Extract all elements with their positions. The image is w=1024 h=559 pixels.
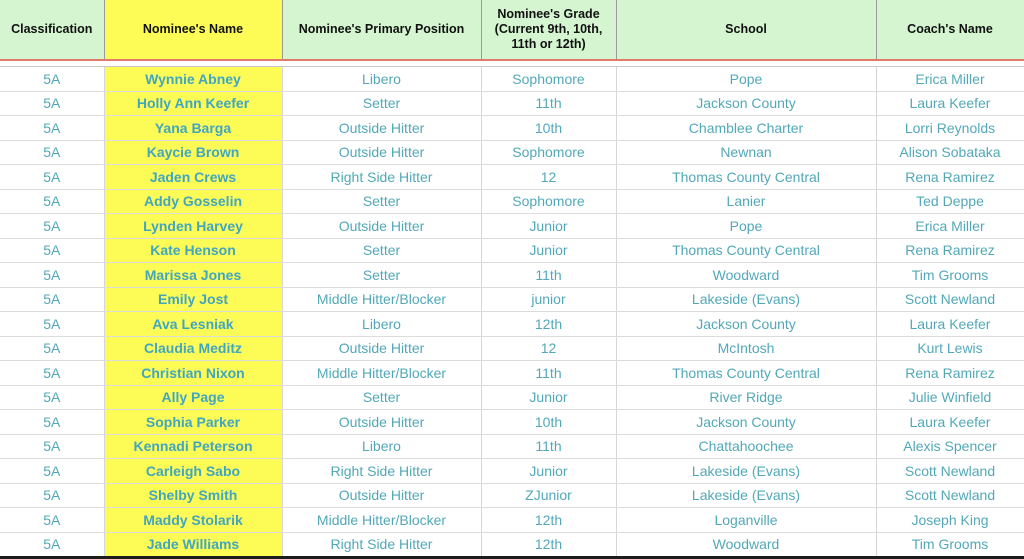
grade-cell[interactable]: Junior (481, 459, 616, 484)
coach-name-cell[interactable]: Erica Miller (876, 214, 1024, 239)
grade-cell[interactable]: 12th (481, 312, 616, 337)
classification-cell[interactable]: 5A (0, 287, 104, 312)
table-row (0, 336, 1024, 361)
table-row (0, 532, 1024, 557)
nominee-name-cell[interactable]: Addy Gosselin (104, 189, 282, 214)
coach-name-cell[interactable]: Scott Newland (876, 459, 1024, 484)
school-cell[interactable]: Jackson County (616, 91, 876, 116)
table-row (0, 459, 1024, 484)
classification-cell[interactable]: 5A (0, 410, 104, 435)
nominee-name-cell[interactable]: Emily Jost (104, 287, 282, 312)
school-cell[interactable]: Newnan (616, 140, 876, 165)
position-cell[interactable]: Libero (282, 434, 481, 459)
coach-name-cell[interactable]: Scott Newland (876, 287, 1024, 312)
header-nominee-name[interactable]: Nominee's Name (104, 0, 282, 60)
coach-name-cell[interactable]: Julie Winfield (876, 385, 1024, 410)
classification-cell[interactable]: 5A (0, 214, 104, 239)
nominee-name-cell[interactable]: Ava Lesniak (104, 312, 282, 337)
grade-cell[interactable]: 10th (481, 116, 616, 141)
grade-cell[interactable]: 11th (481, 263, 616, 288)
nominee-name-cell[interactable]: Christian Nixon (104, 361, 282, 386)
grade-cell[interactable]: ZJunior (481, 483, 616, 508)
classification-cell[interactable]: 5A (0, 140, 104, 165)
classification-cell[interactable]: 5A (0, 116, 104, 141)
grade-cell[interactable]: Sophomore (481, 67, 616, 92)
classification-cell[interactable]: 5A (0, 483, 104, 508)
position-cell[interactable]: Middle Hitter/Blocker (282, 287, 481, 312)
school-cell[interactable]: Thomas County Central (616, 165, 876, 190)
nominee-name-cell[interactable]: Sophia Parker (104, 410, 282, 435)
school-cell[interactable]: Chattahoochee (616, 434, 876, 459)
coach-name-cell[interactable]: Alison Sobataka (876, 140, 1024, 165)
nominee-name-cell[interactable]: Carleigh Sabo (104, 459, 282, 484)
header-school[interactable]: School (616, 0, 876, 60)
coach-name-cell[interactable]: Tim Grooms (876, 263, 1024, 288)
school-cell[interactable]: Lakeside (Evans) (616, 287, 876, 312)
header-row (0, 0, 1024, 60)
nominee-name-cell[interactable]: Kate Henson (104, 238, 282, 263)
school-cell[interactable]: Woodward (616, 263, 876, 288)
coach-name-cell[interactable]: Rena Ramirez (876, 165, 1024, 190)
position-cell[interactable]: Outside Hitter (282, 116, 481, 141)
position-cell[interactable]: Right Side Hitter (282, 459, 481, 484)
nominee-name-cell[interactable]: Kennadi Peterson (104, 434, 282, 459)
grade-cell[interactable]: Sophomore (481, 140, 616, 165)
coach-name-cell[interactable]: Laura Keefer (876, 410, 1024, 435)
school-cell[interactable]: Jackson County (616, 312, 876, 337)
table-row (0, 312, 1024, 337)
coach-name-cell[interactable]: Lorri Reynolds (876, 116, 1024, 141)
table-row (0, 263, 1024, 288)
classification-cell[interactable]: 5A (0, 361, 104, 386)
position-cell[interactable]: Outside Hitter (282, 214, 481, 239)
coach-name-cell[interactable]: Ted Deppe (876, 189, 1024, 214)
grade-cell[interactable]: Junior (481, 385, 616, 410)
grade-cell[interactable]: junior (481, 287, 616, 312)
table-row (0, 165, 1024, 190)
classification-cell[interactable]: 5A (0, 434, 104, 459)
classification-cell[interactable]: 5A (0, 385, 104, 410)
classification-cell[interactable]: 5A (0, 189, 104, 214)
position-cell[interactable]: Outside Hitter (282, 483, 481, 508)
school-cell[interactable]: River Ridge (616, 385, 876, 410)
coach-name-cell[interactable]: Laura Keefer (876, 91, 1024, 116)
nominee-name-cell[interactable]: Wynnie Abney (104, 67, 282, 92)
coach-name-cell[interactable]: Erica Miller (876, 67, 1024, 92)
table-body (0, 60, 1024, 557)
classification-cell[interactable]: 5A (0, 238, 104, 263)
header-classification[interactable]: Classification (0, 0, 104, 60)
classification-cell[interactable]: 5A (0, 336, 104, 361)
position-cell[interactable]: Setter (282, 238, 481, 263)
nominee-name-cell[interactable]: Ally Page (104, 385, 282, 410)
school-cell[interactable]: Lakeside (Evans) (616, 483, 876, 508)
header-grade[interactable]: Nominee's Grade (Current 9th, 10th, 11th or 12th) (481, 0, 616, 60)
grade-cell[interactable]: Junior (481, 214, 616, 239)
grade-cell[interactable]: Junior (481, 238, 616, 263)
table-row (0, 140, 1024, 165)
table-row (0, 67, 1024, 92)
grade-cell[interactable]: 12th (481, 532, 616, 557)
table-row (0, 238, 1024, 263)
position-cell[interactable]: Libero (282, 67, 481, 92)
coach-name-cell[interactable]: Tim Grooms (876, 532, 1024, 557)
table-row (0, 91, 1024, 116)
header-coach-name[interactable]: Coach's Name (876, 0, 1024, 60)
classification-cell[interactable]: 5A (0, 532, 104, 557)
table-row (0, 361, 1024, 386)
position-cell[interactable]: Libero (282, 312, 481, 337)
classification-cell[interactable]: 5A (0, 67, 104, 92)
grade-cell[interactable]: 12 (481, 165, 616, 190)
school-cell[interactable]: Pope (616, 67, 876, 92)
nominee-name-cell[interactable]: Marissa Jones (104, 263, 282, 288)
coach-name-cell[interactable]: Rena Ramirez (876, 238, 1024, 263)
coach-name-cell[interactable]: Alexis Spencer (876, 434, 1024, 459)
school-cell[interactable]: McIntosh (616, 336, 876, 361)
table-row (0, 434, 1024, 459)
coach-name-cell[interactable]: Joseph King (876, 508, 1024, 533)
table-row (0, 189, 1024, 214)
grade-cell[interactable]: 12th (481, 508, 616, 533)
classification-cell[interactable]: 5A (0, 263, 104, 288)
classification-cell[interactable]: 5A (0, 312, 104, 337)
header-primary-position[interactable]: Nominee's Primary Position (282, 0, 481, 60)
school-cell[interactable]: Jackson County (616, 410, 876, 435)
table-row (0, 116, 1024, 141)
school-cell[interactable]: Pope (616, 214, 876, 239)
table-row (0, 214, 1024, 239)
nominee-name-cell[interactable]: Claudia Meditz (104, 336, 282, 361)
position-cell[interactable]: Setter (282, 385, 481, 410)
nominee-name-cell[interactable]: Jade Williams (104, 532, 282, 557)
school-cell[interactable]: Chamblee Charter (616, 116, 876, 141)
table-row (0, 483, 1024, 508)
school-cell[interactable]: Thomas County Central (616, 238, 876, 263)
position-cell[interactable]: Setter (282, 263, 481, 288)
grade-cell[interactable]: 11th (481, 91, 616, 116)
nominee-name-cell[interactable]: Shelby Smith (104, 483, 282, 508)
coach-name-cell[interactable]: Laura Keefer (876, 312, 1024, 337)
grade-cell[interactable]: 11th (481, 434, 616, 459)
position-cell[interactable]: Outside Hitter (282, 140, 481, 165)
classification-cell[interactable]: 5A (0, 508, 104, 533)
coach-name-cell[interactable]: Kurt Lewis (876, 336, 1024, 361)
classification-cell[interactable]: 5A (0, 91, 104, 116)
school-cell[interactable]: Woodward (616, 532, 876, 557)
table-row (0, 410, 1024, 435)
table-row (0, 287, 1024, 312)
nominee-name-cell[interactable]: Yana Barga (104, 116, 282, 141)
coach-name-cell[interactable]: Rena Ramirez (876, 361, 1024, 386)
grade-cell[interactable]: 10th (481, 410, 616, 435)
school-cell[interactable]: Lanier (616, 189, 876, 214)
nominee-name-cell[interactable]: Holly Ann Keefer (104, 91, 282, 116)
position-cell[interactable]: Setter (282, 189, 481, 214)
classification-cell[interactable]: 5A (0, 165, 104, 190)
nominee-name-cell[interactable]: Kaycie Brown (104, 140, 282, 165)
nominee-name-cell[interactable]: Lynden Harvey (104, 214, 282, 239)
position-cell[interactable]: Middle Hitter/Blocker (282, 361, 481, 386)
position-cell[interactable]: Right Side Hitter (282, 532, 481, 557)
position-cell[interactable]: Middle Hitter/Blocker (282, 508, 481, 533)
grade-cell[interactable]: Sophomore (481, 189, 616, 214)
position-cell[interactable]: Setter (282, 91, 481, 116)
position-cell[interactable]: Right Side Hitter (282, 165, 481, 190)
school-cell[interactable]: Thomas County Central (616, 361, 876, 386)
nominee-name-cell[interactable]: Maddy Stolarik (104, 508, 282, 533)
classification-cell[interactable]: 5A (0, 459, 104, 484)
position-cell[interactable]: Outside Hitter (282, 410, 481, 435)
nominee-name-cell[interactable]: Jaden Crews (104, 165, 282, 190)
school-cell[interactable]: Lakeside (Evans) (616, 459, 876, 484)
school-cell[interactable]: Loganville (616, 508, 876, 533)
table-row (0, 508, 1024, 533)
grade-cell[interactable]: 11th (481, 361, 616, 386)
position-cell[interactable]: Outside Hitter (282, 336, 481, 361)
table-row (0, 385, 1024, 410)
grade-cell[interactable]: 12 (481, 336, 616, 361)
coach-name-cell[interactable]: Scott Newland (876, 483, 1024, 508)
